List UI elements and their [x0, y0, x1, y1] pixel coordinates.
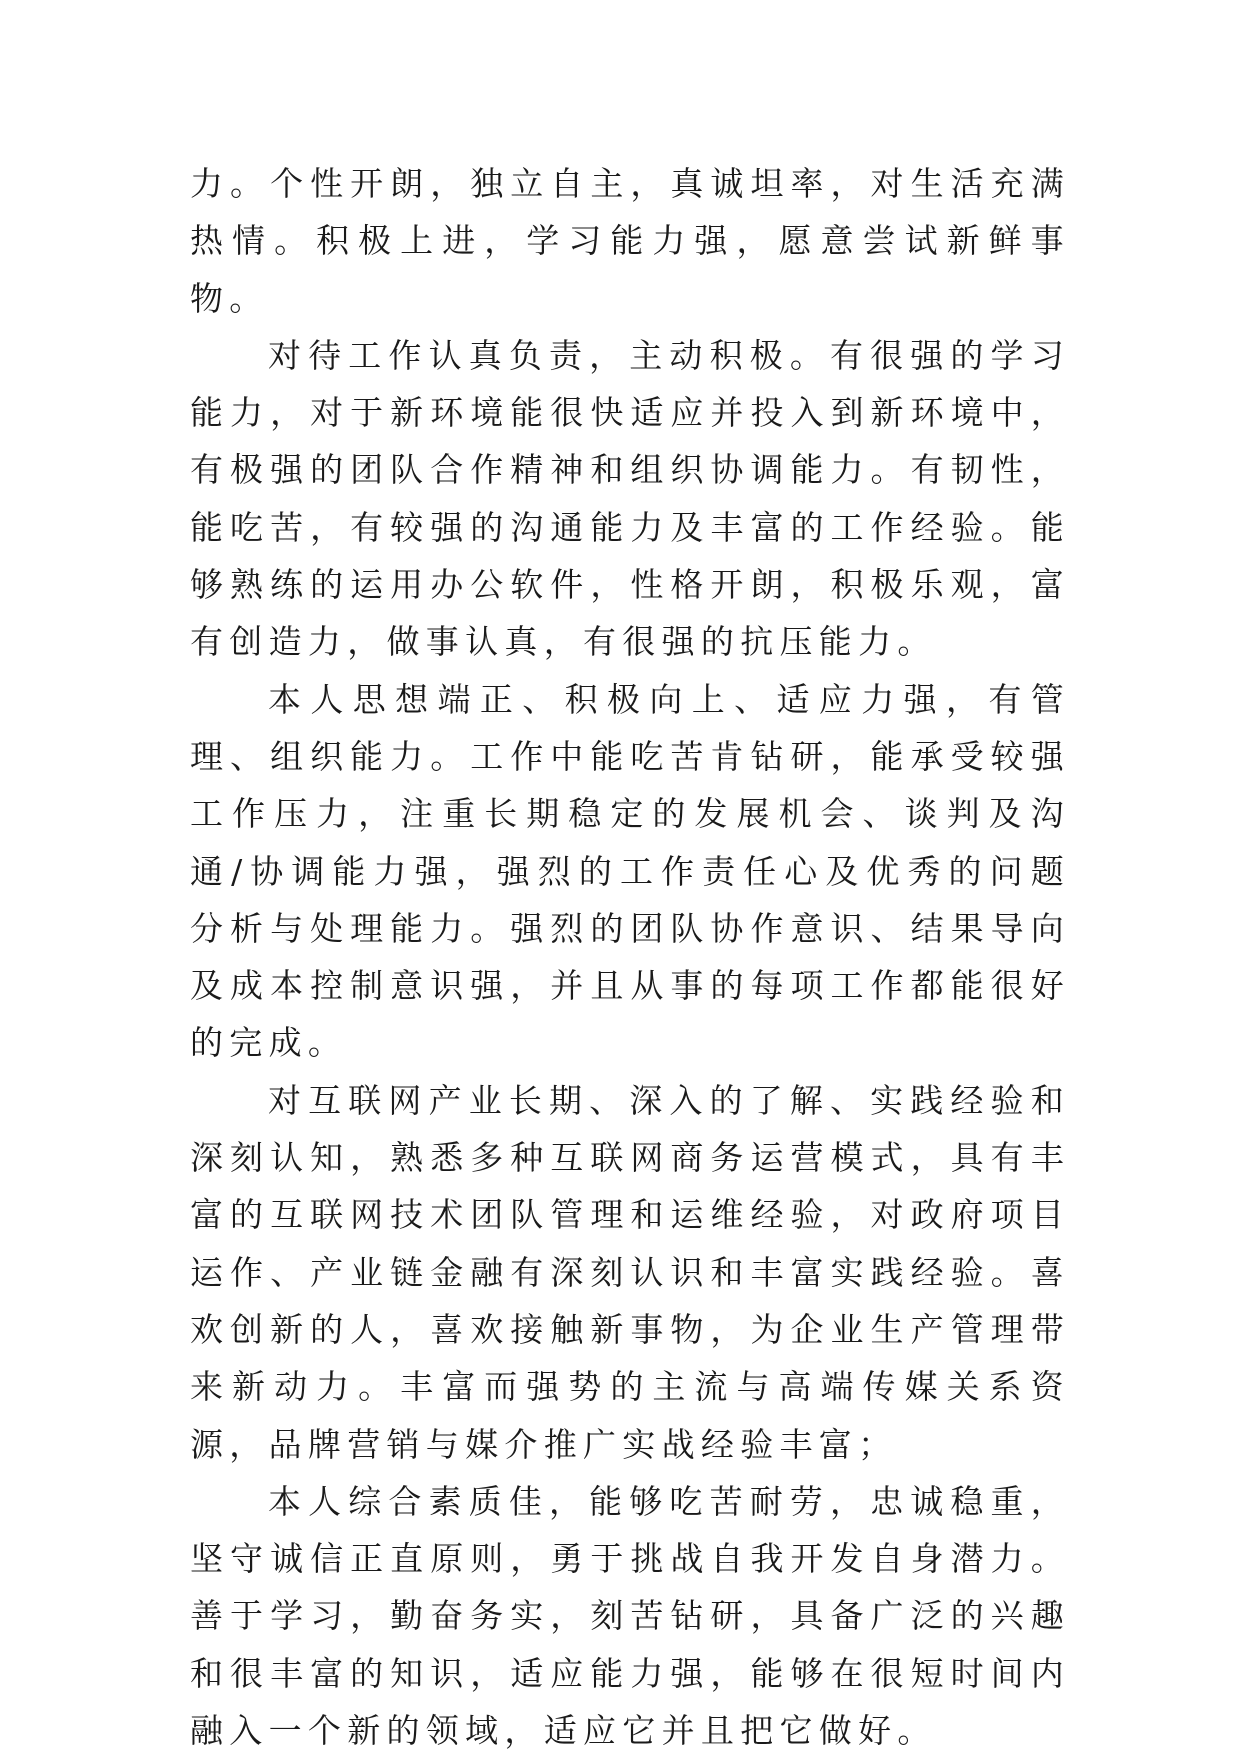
document-body — [190, 155, 1070, 1759]
paragraph-5: 本人综合素质佳，能够吃苦耐劳，忠诚稳重，坚守诚信正直原则，勇于挑战自我开发自身潜力。善于学习，勤奋务实，刻苦钻研，具备广泛的兴趣和很丰富的知识，适应能力强，能够在很短时间内融入一个新的领域，适应它并且把它做好。 — [190, 1481, 1070, 1751]
paragraph-3: 本人思想端正、积极向上、适应力强，有管理、组织能力。工作中能吃苦肯钻研，能承受较强工作压力，注重长期稳定的发展机会、谈判及沟通/协调能力强，强烈的工作责任心及优秀的问题分析与处理能力。强烈的团队协作意识、结果导向及成本控制意识强，并且从事的每项工作都能很好的完成。 — [190, 679, 1070, 1063]
paragraph-4: 对互联网产业长期、深入的了解、实践经验和深刻认知，熟悉多种互联网商务运营模式，具有丰富的互联网技术团队管理和运维经验，对政府项目运作、产业链金融有深刻认识和丰富实践经验。喜欢创新的人，喜欢接触新事物，为企业生产管理带来新动力。丰富而强势的主流与高端传媒关系资源，品牌营销与媒介推广实战经验丰富； — [190, 1080, 1070, 1464]
paragraph-2: 对待工作认真负责，主动积极。有很强的学习能力，对于新环境能很快适应并投入到新环境中，有极强的团队合作精神和组织协调能力。有韧性，能吃苦，有较强的沟通能力及丰富的工作经验。能够熟练的运用办公软件，性格开朗，积极乐观，富有创造力，做事认真，有很强的抗压能力。 — [190, 335, 1070, 662]
paragraph-1: 力。个性开朗，独立自主，真诚坦率，对生活充满热情。积极上进，学习能力强，愿意尝试新鲜事物。 — [190, 164, 1070, 318]
